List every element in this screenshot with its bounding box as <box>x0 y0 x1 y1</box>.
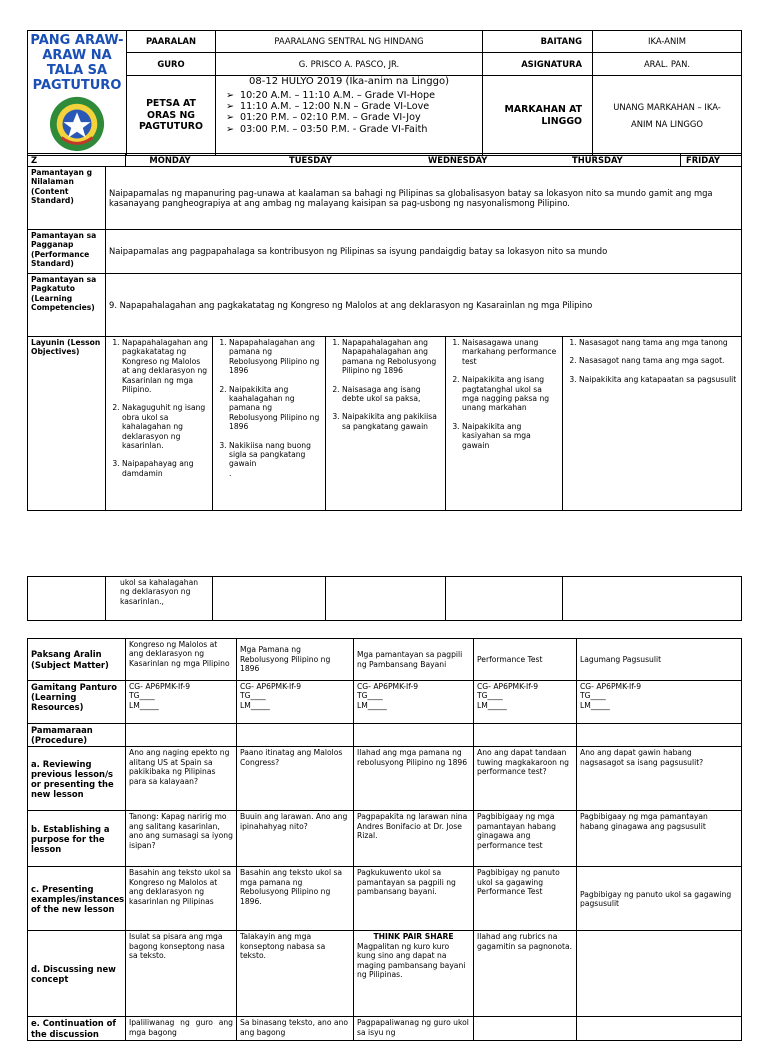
procedure-e-tuesday: Sa binasang teksto, ano ano ang bagong <box>237 1017 354 1041</box>
resources-thursday: CG- AP6PMK-If-9 TG____ LM_____ <box>474 681 577 724</box>
procedure-b-label: b. Establishing a purpose for the lesson <box>28 811 126 867</box>
think-pair-share-text: Magpalitan ng kuro kuro kung sino ang dapat na maging pambansang bayani ng Pilipinas. <box>357 941 466 980</box>
procedure-a-friday: Ano ang dapat gawin habang nagsasagot sa isang pagsusulit? <box>577 747 742 811</box>
subject-monday: Kongreso ng Malolos at ang deklarasyon ng Kasarinlan ng mga Pilipino <box>126 639 237 681</box>
school-seal-logo <box>48 95 106 153</box>
performance-standard-label: Pamantayan sa Pagganap (Performance Standard) <box>28 230 106 274</box>
list-item: 3. Naipapahayag ang damdamin <box>122 459 209 478</box>
procedure-c-label: c. Presenting examples/instances of the new lesson <box>28 867 126 931</box>
asignatura-label: ASIGNATURA <box>483 52 593 76</box>
procedure-a-label: a. Reviewing previous lesson/s or presenting the new lesson <box>28 747 126 811</box>
procedure-e-monday: Ipaliliwanag ng guro ang mga bagong <box>126 1017 237 1041</box>
procedure-d-friday <box>577 931 742 1017</box>
procedure-e-friday <box>577 1017 742 1041</box>
resources-tuesday: CG- AP6PMK-If-9 TG____ LM_____ <box>237 681 354 724</box>
procedure-b-wednesday: Pagpapakita ng larawan nina Andres Bonifacio at Dr. Jose Rizal. <box>354 811 474 867</box>
paaralan-label: PAARALAN <box>127 31 216 53</box>
schedule-item: ➢ 03:00 P.M. – 03:50 P.M. - Grade VI-Faith <box>226 124 480 135</box>
objectives-wednesday <box>326 337 446 511</box>
objectives-tuesday <box>213 337 326 511</box>
guro-label: GURO <box>127 52 216 76</box>
petsa-label: PETSA AT ORAS NG PAGTUTURO <box>127 76 216 156</box>
procedure-a-monday: Ano ang naging epekto ng alitang US at Spain sa pakikibaka ng Pilipinas para sa kalayaan? <box>126 747 237 811</box>
paaralan-value: PAARALANG SENTRAL NG HINDANG <box>216 31 483 53</box>
subject-tuesday: Mga Pamana ng Rebolusyong Pilipino ng 1896 <box>237 639 354 681</box>
petsa-cell <box>216 76 483 156</box>
list-item: 3. Naipakikita ang kasiyahan sa mga gawain <box>462 422 559 450</box>
objectives-thursday <box>446 337 563 511</box>
schedule-item: ➢ 11:10 A.M. – 12:00 N.N – Grade VI-Love <box>226 101 480 112</box>
page-title: PANG ARAW-ARAW NA TALA SA PAGTUTURO <box>30 33 124 93</box>
procedure-d-tuesday: Talakayin ang mga konseptong nabasa sa teksto. <box>237 931 354 1017</box>
days-row <box>28 154 742 167</box>
list-item: 3. Naipakikita ang pakikiisa sa pangkatang gawain <box>342 412 442 431</box>
procedure-e-thursday <box>474 1017 577 1041</box>
schedule-item: ➢ 01:20 P.M. – 02:10 P.M. – Grade VI-Joy <box>226 112 480 123</box>
day-thursday: THURSDAY <box>572 155 623 165</box>
list-item: 1. Napapahalagahan ang pagkakatatag ng Kongreso ng Malolos at ang deklarasyon ng Kasarinlan ng mga Pilipino. <box>122 338 209 394</box>
markahan-label: MARKAHAN AT LINGGO <box>483 76 593 156</box>
list-item: 1. Nasasagot nang tama ang mga tanong <box>579 338 738 347</box>
list-item: 2. Nasasagot nang tama ang mga sagot. <box>579 356 738 365</box>
procedure-c-wednesday: Pagkukuwento ukol sa pamantayan sa pagpili ng pambansang bayani. <box>354 867 474 931</box>
objectives-tuesday-tail: . <box>229 468 232 478</box>
list-item: 1. Napapahalagahan ang Napapahalagahan ang pamana ng Rebolusyong Pilipino ng 1896 <box>342 338 442 376</box>
day-z: Z <box>31 155 38 165</box>
title-cell <box>28 31 127 156</box>
guro-value: G. PRISCO A. PASCO, JR. <box>216 52 483 76</box>
procedure-table <box>27 638 742 1041</box>
day-monday: MONDAY <box>125 154 214 166</box>
continuation-friday <box>563 577 742 621</box>
procedure-a-wednesday: Ilahad ang mga pamana ng rebolusyong Pilipino ng 1896 <box>354 747 474 811</box>
day-tuesday: TUESDAY <box>289 155 332 165</box>
baitang-value: IKA-ANIM <box>593 31 742 53</box>
continuation-table <box>27 576 742 621</box>
procedure-c-monday: Basahin ang teksto ukol sa Kongreso ng Malolos at ang deklarasyon ng kasarinlan ng Pilipinas <box>126 867 237 931</box>
subject-thursday: Performance Test <box>474 639 577 681</box>
list-item: 2. Naisasaga ang isang debte ukol sa paksa, <box>342 385 442 404</box>
think-pair-share-heading: THINK PAIR SHARE <box>373 932 454 942</box>
continuation-tuesday <box>213 577 326 621</box>
content-standard-value: Naipapamalas ng mapanuring pag-unawa at kaalaman sa bahagi ng Pilipinas sa globalisasyon batay sa lokasyon nito sa mundo gamit ang mga kasanayang pangheograpiya at ang ambag ng malayang kaisipan sa pag-usbong ng nasyonalismong Pilipino. <box>106 167 742 230</box>
continuation-thursday <box>446 577 563 621</box>
day-wednesday: WEDNESDAY <box>428 155 488 165</box>
procedure-d-thursday: Ilahad ang rubrics na gagamitin sa pagnonota. <box>474 931 577 1017</box>
procedure-c-tuesday: Basahin ang teksto ukol sa mga pamana ng Rebolusyong Pilipino ng 1896. <box>237 867 354 931</box>
list-item: 3. Naipakikita ang katapaatan sa pagsusulit <box>579 375 738 384</box>
resources-monday: CG- AP6PMK-If-9 TG____ LM_____ <box>126 681 237 724</box>
list-item: 2. Naipakikita ang kaahalagahan ng pamana ng Rebolusyong Pilipino ng 1896 <box>229 385 322 432</box>
procedure-d-label: d. Discussing new concept <box>28 931 126 1017</box>
schedule-list <box>218 90 480 135</box>
continuation-wednesday <box>326 577 446 621</box>
procedure-c-friday: Pagbibigay ng panuto ukol sa gagawing pagsusulit <box>577 867 742 931</box>
subject-friday: Lagumang Pagsusulit <box>577 639 742 681</box>
main-table <box>27 153 742 511</box>
procedure-b-tuesday: Buuin ang larawan. Ano ang ipinahahyag nito? <box>237 811 354 867</box>
procedure-b-thursday: Pagbibigaay ng mga pamantayan habang ginagawa ang performance test <box>474 811 577 867</box>
subject-matter-label: Paksang Aralin (Subject Matter) <box>28 639 126 681</box>
procedure-a-tuesday: Paano itinatag ang Malolos Congress? <box>237 747 354 811</box>
procedure-d-monday: Isulat sa pisara ang mga bagong konseptong nasa sa teksto. <box>126 931 237 1017</box>
continuation-monday: ukol sa kahalagahan ng deklarasyon ng kasarinlan., <box>106 577 213 621</box>
procedure-b-monday: Tanong: Kapag naririg mo ang salitang kasarinlan, ano ang sumasagi sa iyong isipan? <box>126 811 237 867</box>
objectives-monday <box>106 337 213 511</box>
baitang-label: BAITANG <box>483 31 593 53</box>
procedure-e-wednesday: Pagpapaliwanag ng guro ukol sa isyu ng <box>354 1017 474 1041</box>
procedure-a-thursday: Ano ang dapat tandaan tuwing magkakaroon ng performance test? <box>474 747 577 811</box>
competency-label: Pamantayan sa Pagkatuto (Learning Competencies) <box>28 274 106 337</box>
markahan-value: UNANG MARKAHAN – IKA-ANIM NA LINGGO <box>593 76 742 156</box>
procedure-e-label: e. Continuation of the discussion <box>28 1017 126 1041</box>
resources-friday: CG- AP6PMK-If-9 TG____ LM_____ <box>577 681 742 724</box>
list-item: 1. Napapahalagahan ang pamana ng Rebolusyong Pilipino ng 1896 <box>229 338 322 376</box>
list-item: 1. Naisasagawa unang markahang performance test <box>462 338 559 366</box>
list-item: 2. Nakaguguhit ng isang obra ukol sa kahalagahan ng deklarasyon ng kasarinlan. <box>122 403 209 450</box>
resources-label: Gamitang Panturo (Learning Resources) <box>28 681 126 724</box>
performance-standard-value: Naipapamalas ang pagpapahalaga sa kontribusyon ng Pilipinas sa isyung pandaigdig batay sa lokasyon nito sa mundo <box>106 230 742 274</box>
resources-wednesday: CG- AP6PMK-If-9 TG____ LM_____ <box>354 681 474 724</box>
day-friday: FRIDAY <box>680 154 720 166</box>
procedure-c-thursday: Pagbibigay ng panuto ukol sa gagawing Performance Test <box>474 867 577 931</box>
continuation-label <box>28 577 106 621</box>
header-table <box>27 30 742 156</box>
subject-wednesday: Mga pamantayan sa pagpili ng Pambansang Bayani <box>354 639 474 681</box>
procedure-d-wednesday <box>354 931 474 1017</box>
objectives-friday <box>563 337 742 511</box>
asignatura-value: ARAL. PAN. <box>593 52 742 76</box>
schedule-item: ➢ 10:20 A.M. – 11:10 A.M. – Grade VI-Hope <box>226 90 480 101</box>
petsa-date: 08-12 HULYO 2019 (Ika-anim na Linggo) <box>249 76 449 88</box>
procedure-b-friday: Pagbibigaay ng mga pamantayan habang ginagawa ang pagsusulit <box>577 811 742 867</box>
procedure-label: Pamamaraan (Procedure) <box>28 724 126 747</box>
list-item: 3. Nakikiisa nang buong sigla sa pangkatang gawain <box>229 441 322 469</box>
objectives-label: Layunin (Lesson Objectives) <box>28 337 106 511</box>
content-standard-label: Pamantayan g Nilalaman (Content Standard) <box>28 167 106 230</box>
competency-value: 9. Napapahalagahan ang pagkakatatag ng Kongreso ng Malolos at ang deklarasyon ng Kasarainlan ng mga Pilipino <box>106 274 742 337</box>
list-item: 2. Naipakikita ang isang pagtatanghal ukol sa mga nagging paksa ng unang markahan <box>462 375 559 413</box>
